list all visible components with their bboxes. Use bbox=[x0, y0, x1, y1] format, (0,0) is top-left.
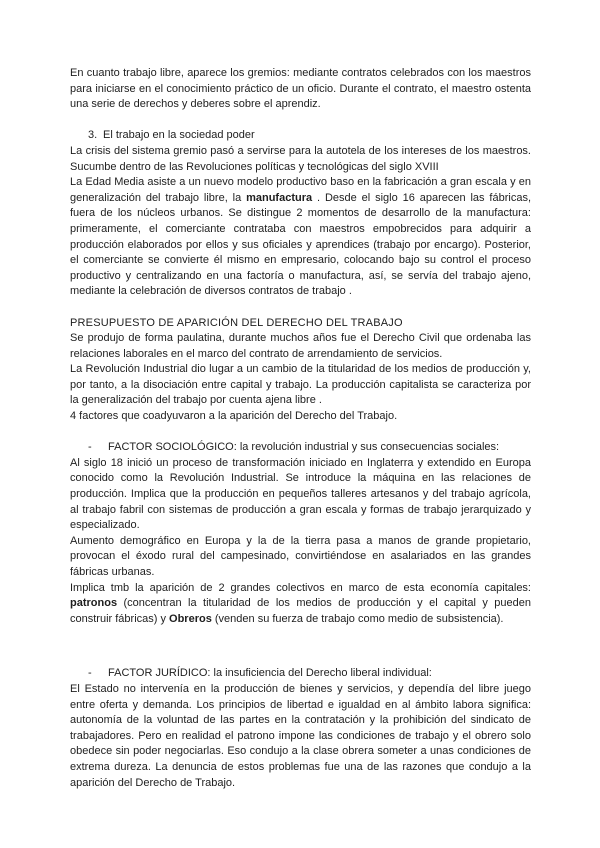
text-run: En cuanto trabajo libre, aparece los gremios: mediante contratos celebrados con los maestros para iniciarse en el conocimiento práctico de un oficio. Durante el contrato, el maestro ostenta una serie de derechos y deberes sobre el aprendiz. bbox=[70, 67, 531, 111]
text-run: Se produjo de forma paulatina, durante muchos años fue el Derecho Civil que ordenaba las relaciones laborales en el marco del contrato de arrendamiento de servicios. bbox=[70, 332, 531, 360]
body-paragraph bbox=[70, 331, 531, 362]
list-item-text bbox=[103, 128, 531, 144]
text-run: El Estado no intervenía en la producción de bienes y servicios, y dependía del libre juego entre oferta y demanda. Los principios de libertad e igualdad en al ámbito labora significa: autonomía de la voluntad de las partes en la contratación y la prohibición del sindicato de trabajadores. Pero en realidad el patrono impone las condiciones de trabajo y el obrero solo obedece sin poder negociarlas. Eso condujo a la clase obrera someter a unas condiciones de extrema dureza. La denuncia de estos problemas fue una de las razones que condujo a la aparición del Derecho de Trabajo. bbox=[70, 682, 531, 789]
numbered-item bbox=[70, 128, 531, 144]
body-paragraph bbox=[70, 534, 531, 581]
body-paragraph bbox=[70, 456, 531, 534]
body-paragraph bbox=[70, 66, 531, 113]
blank-line-spacer bbox=[70, 627, 531, 666]
text-run: Al siglo 18 inició un proceso de transformación iniciado en Inglaterra y extendido en Europa conocido como la Revolución Industrial. Se introduce la máquina en las relaciones de producción. Implica que la producción en pequeños talleres artesanos y del trabajo agrícola, al trabajo fabril con sistemas de producción a gran escala y formas de trabajo jerarquizado y especializado. bbox=[70, 456, 531, 532]
body-paragraph bbox=[70, 144, 531, 175]
bold-text-run: manufactura bbox=[246, 191, 313, 204]
body-paragraph bbox=[70, 175, 531, 300]
body-paragraph bbox=[70, 581, 531, 628]
body-paragraph bbox=[70, 409, 531, 425]
bold-text-run: Obreros bbox=[169, 612, 212, 625]
bold-text-run: patronos bbox=[70, 597, 118, 610]
text-run: 4 factores que coadyuvaron a la aparición del Derecho del Trabajo. bbox=[70, 410, 398, 423]
bullet-item bbox=[70, 440, 531, 456]
text-run: Aumento demográfico en Europa y la de la tierra pasa a manos de grande propietario, provocan el éxodo rural del campesinado, convirtiéndose en asalariados en las grandes fábricas urbanas. bbox=[70, 534, 531, 578]
text-run: El trabajo en la sociedad poder bbox=[103, 129, 255, 142]
list-item-text bbox=[108, 666, 531, 682]
bullet-item bbox=[70, 666, 531, 682]
text-run: La Revolución Industrial dio lugar a un cambio de la titularidad de los medios de producción y, por tanto, a la disociación entre capital y trabajo. La producción capitalista se caracteriza por la generalización del trabajo por cuenta ajena libre . bbox=[70, 363, 531, 407]
list-number-marker: 3. bbox=[88, 129, 98, 142]
text-run: (venden su fuerza de trabajo como medio de subsistencia). bbox=[211, 612, 504, 625]
text-run: . Desde el siglo 16 aparecen las fábricas, fuera de los núcleos urbanos. Se distingue 2 momentos de desarrollo de la manufactura: primeramente, el comerciante contrataba con maestros empobrecidos para adquirir a producción elaborados por ellos y sus oficiales y aprendices (trabajo por encargo). Posterior, el comerciante se convierte él mismo en empresario, colocando bajo su control el proceso productivo y centralizando en una factoría o manufactura, así, se servía del trabajo ajeno, mediante la celebración de diversos contratos de trabajo . bbox=[70, 191, 531, 298]
text-run: PRESUPUESTO DE APARICIÓN DEL DERECHO DEL TRABAJO bbox=[70, 316, 403, 329]
text-run: La Edad Media asiste a un nuevo modelo productivo baso en la fabricación a gran escala y en generalización del trabajo libre, la bbox=[70, 176, 531, 204]
text-run: La crisis del sistema gremio pasó a servirse para la autotela de los intereses de los maestros. Sucumbe dentro de las Revoluciones políticas y tecnológicas del siglo XVIII bbox=[70, 144, 531, 173]
body-paragraph bbox=[70, 682, 531, 791]
section-heading bbox=[70, 316, 531, 332]
text-run: FACTOR JURÍDICO: la insuficiencia del Derecho liberal individual: bbox=[108, 667, 432, 680]
blank-line-spacer bbox=[70, 425, 531, 441]
list-item-text bbox=[108, 440, 531, 456]
text-run: Implica tmb la aparición de 2 grandes colectivos en marco de esta economía capitales: bbox=[70, 581, 531, 594]
list-dash-marker: - bbox=[88, 441, 92, 454]
list-dash-marker: - bbox=[88, 667, 92, 680]
text-run: FACTOR SOCIOLÓGICO: la revolución industrial y sus consecuencias sociales: bbox=[108, 441, 500, 454]
body-paragraph bbox=[70, 362, 531, 409]
blank-line-spacer bbox=[70, 113, 531, 129]
text-run: (concentran la titularidad de los medios de producción y el capital y pueden construir fábricas) y bbox=[70, 597, 531, 625]
blank-line-spacer bbox=[70, 300, 531, 316]
